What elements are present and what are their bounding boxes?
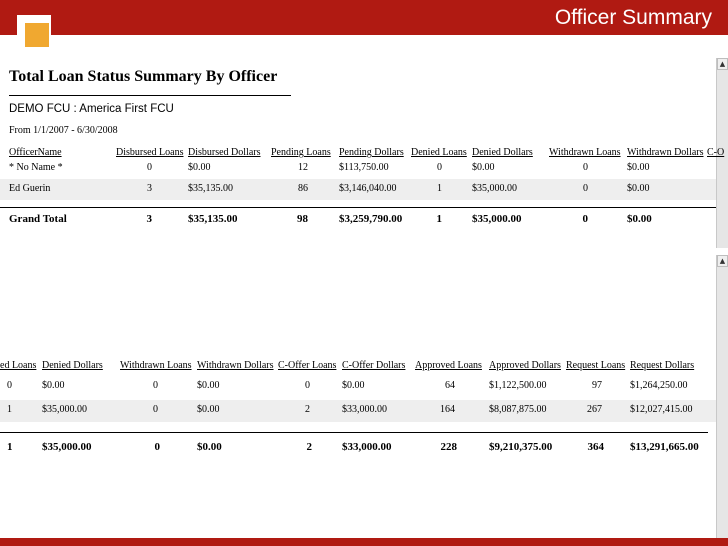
total-denied-dollars: $35,000.00 — [42, 441, 92, 453]
arrow-up-icon[interactable]: ▲ — [717, 255, 728, 267]
grand-total-divider — [0, 432, 708, 433]
grand-total-label: Grand Total — [9, 213, 67, 225]
column-header-request-loans[interactable]: Request Loans — [566, 360, 626, 371]
total-denied-loans: 1 — [7, 441, 13, 453]
officer-summary-table-left — [0, 145, 725, 230]
column-header-c-offer-clipped[interactable]: C-O — [707, 147, 725, 158]
column-header-disbursed-dollars[interactable]: Disbursed Dollars — [188, 147, 261, 158]
table-row — [0, 159, 716, 179]
officer-name-cell: * No Name * — [9, 162, 63, 173]
approved-loans-cell: 64 — [445, 380, 455, 391]
pending-dollars-cell: $113,750.00 — [339, 162, 389, 173]
column-header-c-offer-loans[interactable]: C-Offer Loans — [278, 360, 337, 371]
approved-dollars-cell: $1,122,500.00 — [489, 380, 547, 391]
vertical-scrollbar-bottom[interactable] — [716, 255, 728, 538]
column-header-withdrawn-loans[interactable]: Withdrawn Loans — [120, 360, 192, 371]
pending-loans-cell: 86 — [298, 183, 308, 194]
grand-total-row — [0, 211, 716, 229]
column-header-disbursed-loans[interactable]: Disbursed Loans — [116, 147, 184, 158]
total-pending-dollars: $3,259,790.00 — [339, 213, 403, 225]
denied-dollars-cell: $0.00 — [472, 162, 495, 173]
total-c-offer-loans: 2 — [306, 441, 312, 453]
withdrawn-dollars-cell: $0.00 — [197, 404, 220, 415]
denied-dollars-cell: $35,000.00 — [42, 404, 87, 415]
column-header-withdrawn-dollars[interactable]: Withdrawn Dollars — [197, 360, 274, 371]
total-request-dollars: $13,291,665.00 — [630, 441, 699, 453]
denied-loans-cell: 1 — [7, 404, 12, 415]
column-header-pending-dollars[interactable]: Pending Dollars — [339, 147, 404, 158]
pending-loans-cell: 12 — [298, 162, 308, 173]
column-header-c-offer-dollars[interactable]: C-Offer Dollars — [342, 360, 406, 371]
table-row — [0, 179, 716, 200]
total-denied-loans: 1 — [436, 213, 442, 225]
column-header-approved-loans[interactable]: Approved Loans — [415, 360, 482, 371]
report-title: Total Loan Status Summary By Officer — [9, 68, 278, 85]
request-dollars-cell: $1,264,250.00 — [630, 380, 688, 391]
disbursed-dollars-cell: $35,135.00 — [188, 183, 233, 194]
column-header-denied-dollars[interactable]: Denied Dollars — [472, 147, 533, 158]
column-header-request-dollars[interactable]: Request Dollars — [630, 360, 695, 371]
total-denied-dollars: $35,000.00 — [472, 213, 522, 225]
column-header-officer-name[interactable]: OfficerName — [9, 147, 62, 158]
report-date-range: From 1/1/2007 - 6/30/2008 — [9, 125, 118, 136]
total-withdrawn-loans: 0 — [582, 213, 588, 225]
withdrawn-dollars-cell: $0.00 — [627, 183, 650, 194]
withdrawn-dollars-cell: $0.00 — [627, 162, 650, 173]
total-withdrawn-dollars: $0.00 — [627, 213, 652, 225]
denied-loans-cell: 1 — [437, 183, 442, 194]
total-withdrawn-dollars: $0.00 — [197, 441, 222, 453]
report-organization: DEMO FCU : America First FCU — [9, 103, 174, 115]
table-row — [0, 400, 716, 422]
total-c-offer-dollars: $33,000.00 — [342, 441, 392, 453]
total-approved-dollars: $9,210,375.00 — [489, 441, 553, 453]
column-header-denied-loans-clipped[interactable]: ed Loans — [0, 360, 37, 371]
request-loans-cell: 267 — [587, 404, 602, 415]
request-loans-cell: 97 — [592, 380, 602, 391]
disbursed-loans-cell: 3 — [147, 183, 152, 194]
column-header-pending-loans[interactable]: Pending Loans — [271, 147, 331, 158]
disbursed-dollars-cell: $0.00 — [188, 162, 211, 173]
title-divider — [9, 95, 291, 96]
column-header-approved-dollars[interactable]: Approved Dollars — [489, 360, 561, 371]
pending-dollars-cell: $3,146,040.00 — [339, 183, 397, 194]
denied-loans-cell: 0 — [7, 380, 12, 391]
disbursed-loans-cell: 0 — [147, 162, 152, 173]
officer-name-cell: Ed Guerin — [9, 183, 51, 194]
denied-dollars-cell: $0.00 — [42, 380, 65, 391]
slide-footer-band — [0, 538, 728, 546]
c-offer-dollars-cell: $0.00 — [342, 380, 365, 391]
denied-dollars-cell: $35,000.00 — [472, 183, 517, 194]
withdrawn-loans-cell: 0 — [583, 162, 588, 173]
total-withdrawn-loans: 0 — [154, 441, 160, 453]
withdrawn-loans-cell: 0 — [583, 183, 588, 194]
c-offer-dollars-cell: $33,000.00 — [342, 404, 387, 415]
withdrawn-loans-cell: 0 — [153, 380, 158, 391]
column-header-denied-dollars[interactable]: Denied Dollars — [42, 360, 103, 371]
total-disbursed-dollars: $35,135.00 — [188, 213, 238, 225]
grand-total-divider — [0, 207, 716, 208]
arrow-up-icon[interactable]: ▲ — [717, 58, 728, 70]
withdrawn-dollars-cell: $0.00 — [197, 380, 220, 391]
total-pending-loans: 98 — [297, 213, 308, 225]
column-header-denied-loans[interactable]: Denied Loans — [411, 147, 467, 158]
c-offer-loans-cell: 2 — [305, 404, 310, 415]
request-dollars-cell: $12,027,415.00 — [630, 404, 693, 415]
table-row — [0, 373, 716, 399]
total-disbursed-loans: 3 — [146, 213, 152, 225]
c-offer-loans-cell: 0 — [305, 380, 310, 391]
total-request-loans: 364 — [587, 441, 604, 453]
denied-loans-cell: 0 — [437, 162, 442, 173]
approved-loans-cell: 164 — [440, 404, 455, 415]
column-header-withdrawn-loans[interactable]: Withdrawn Loans — [549, 147, 621, 158]
slide-bullet-square — [25, 23, 49, 47]
withdrawn-loans-cell: 0 — [153, 404, 158, 415]
approved-dollars-cell: $8,087,875.00 — [489, 404, 547, 415]
column-header-withdrawn-dollars[interactable]: Withdrawn Dollars — [627, 147, 704, 158]
grand-total-row — [0, 438, 716, 458]
total-approved-loans: 228 — [440, 441, 457, 453]
slide-title: Officer Summary — [554, 6, 712, 29]
officer-summary-table-right — [0, 358, 716, 458]
